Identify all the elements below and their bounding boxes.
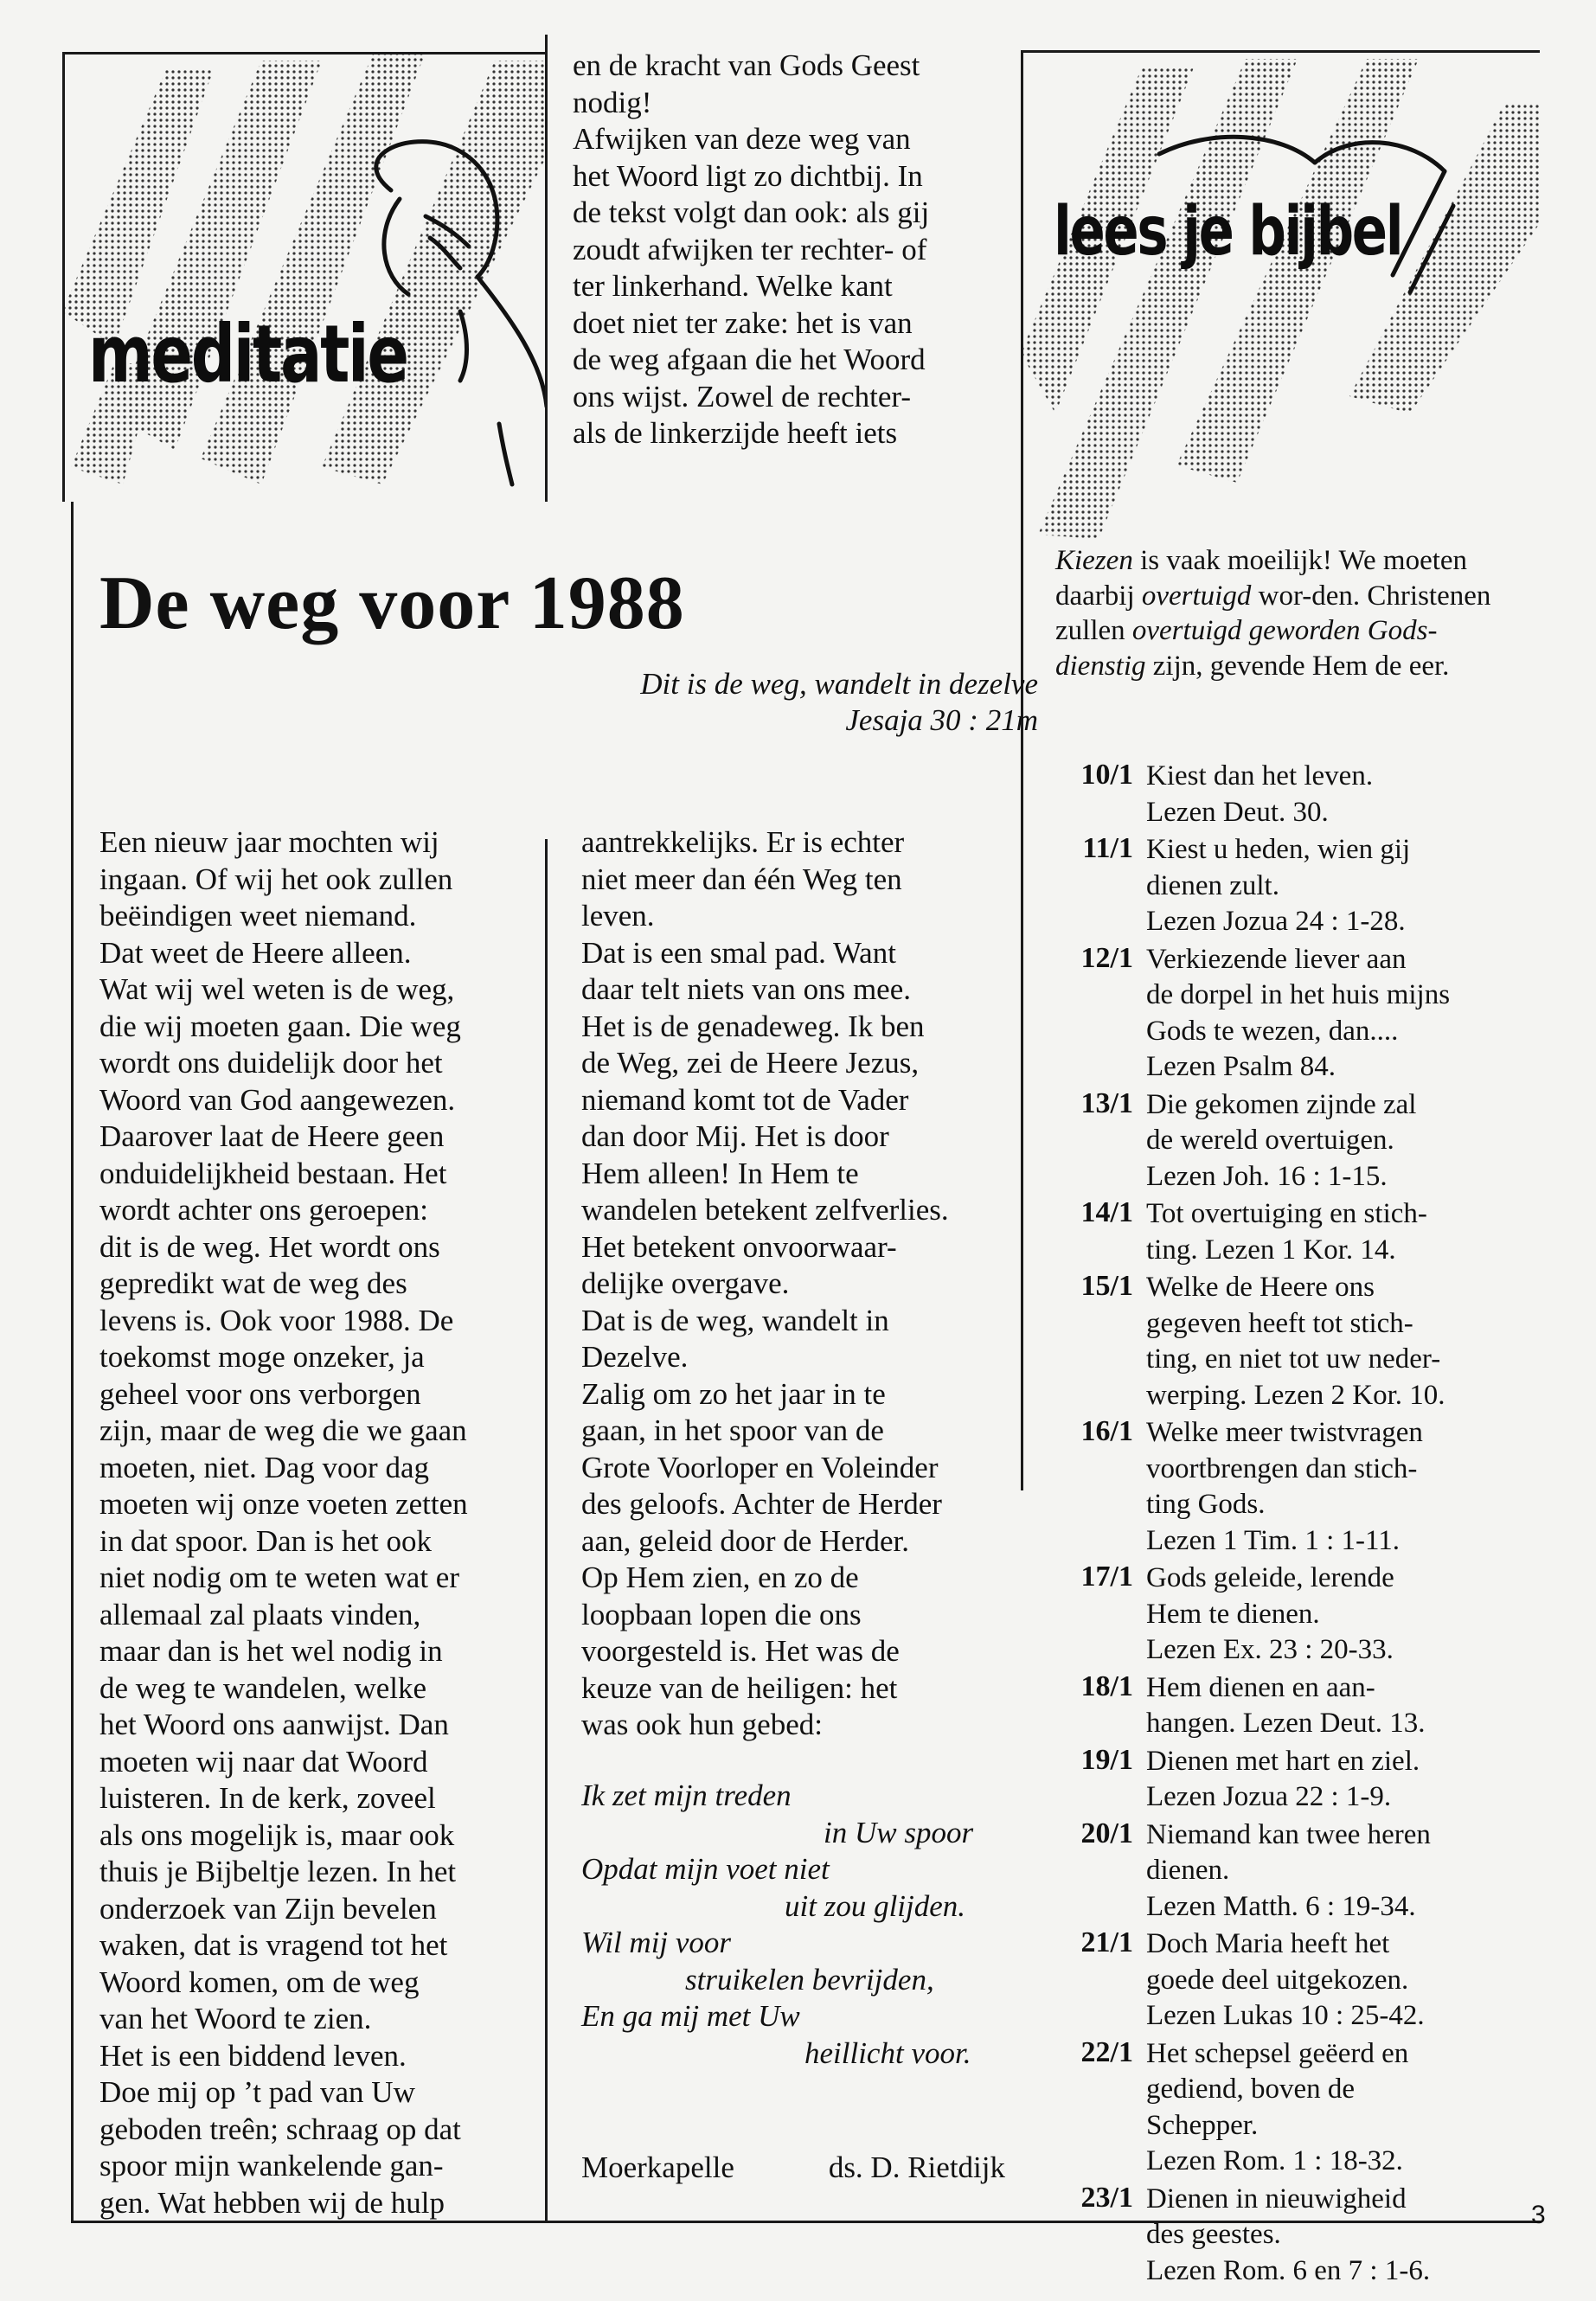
poem-line: in Uw spoor [824,1815,974,1849]
meditatie-box-right-border [545,35,548,502]
article-left-border [71,502,74,2223]
schedule-text: Kiest dan het leven. Lezen Deut. 30. [1146,760,1374,828]
schedule-entry [1047,2036,1514,2180]
schedule-entry [1047,1270,1514,1413]
sidebar-intro-em: overtuigd geworden Gods-dienstig [1055,615,1438,682]
poem-line: Wil mij voor [581,1926,732,1959]
poem-line: Opdat mijn voet niet [581,1852,830,1886]
article-column-1: Een nieuw jaar mochten wij ingaan. Of wij het ook zullen beëindigen weet niemand. Dat weet de Heere alleen. Wat wij wel weten is de weg, die wij moeten gaan. Die weg wordt ons duidelijk door het Woord van God aangewezen. Daarover laat de Heere geen onduidelijkheid bestaan. Het wordt achter ons geroepen: dit is de weg. Het wordt ons gepredikt wat de weg des levens is. Ook voor 1988. De toekomst moge onzeker, ja geheel voor ons verborgen zijn, maar de weg die we gaan moeten, niet. Dag voor dag moeten wij onze voeten zetten in dat spoor. Dan is het ook niet nodig om te weten wat er allemaal zal plaats vinden, maar dan is het wel nodig in de weg te wandelen, welke het Woord ons aanwijst. Dan moeten wij naar dat Woord luisteren. In de kerk, zoveel als ons mogelijk is, maar ook thuis je Bijbeltje lezen. In het onderzoek van Zijn bevelen waken, dat is vragend tot het Woord komen, om de weg van het Woord te zien. Het is een biddend leven. Doe mij op ’t pad van Uw geboden treên; schraag op dat spoor mijn wankelende gan- gen. Wat hebben wij de hulp [99,825,468,2220]
schedule-text: Het schepsel geëerd en gediend, boven de Schepper. Lezen Rom. 1 : 18-32. [1146,2037,1409,2176]
halftone-stripes [1021,59,1540,539]
column-divider [545,839,548,2221]
schedule-date: 10/1 [1080,759,1133,791]
schedule-date: 21/1 [1080,1926,1133,1958]
schedule-entry [1047,942,1514,1086]
schedule-date: 18/1 [1080,1670,1133,1702]
sidebar-intro [1055,543,1497,683]
schedule-entry [1047,2182,1514,2290]
schedule-entry [1047,1087,1514,1195]
meditatie-header [62,52,547,502]
intro-paragraph: en de kracht van Gods Geest nodig! Afwijken van deze weg van het Woord ligt zo dichtbij. In de tekst volgt dan ook: als gij zoudt afwijken ter rechter- of ter linkerhand. Welke kant doet niet ter zake: het is van de weg afgaan die het Woord ons wijst. Zowel de rechter- als de linkerzijde heeft iets [573,48,930,450]
epigraph-reference: Jesaja 30 : 21m [845,703,1038,737]
schedule-text: Welke de Heere ons gegeven heeft tot stich- ting, en niet tot uw neder- werping. Lezen 2 Kor. 10. [1146,1272,1445,1411]
schedule-entry [1047,1926,1514,2035]
schedule-date: 12/1 [1080,941,1133,974]
lees-je-bijbel-header [1021,50,1540,539]
schedule-date: 17/1 [1080,1561,1133,1593]
schedule-date: 15/1 [1080,1270,1133,1302]
schedule-entry [1047,1744,1514,1816]
schedule-date: 20/1 [1080,1817,1133,1849]
lees-box-top-border [1021,50,1540,53]
schedule-date: 19/1 [1080,1743,1133,1776]
page-number: 3 [1531,2201,1546,2229]
schedule-date: 13/1 [1080,1086,1133,1119]
schedule-text: Gods geleide, lerende Hem te dienen. Lezen Ex. 23 : 20-33. [1146,1562,1394,1665]
meditatie-illustration [62,52,547,502]
article-title: De weg voor 1988 [99,561,685,645]
lees-je-bijbel-label: lees je bijbel [1054,193,1402,271]
sidebar-intro-text: zijn, gevende Hem de eer. [1145,650,1450,682]
poem-line: uit zou glijden. [785,1888,966,1923]
sidebar-intro-em: Kiezen [1055,545,1133,576]
schedule-text: Tot overtuiging en stich- ting. Lezen 1 Kor. 14. [1146,1198,1427,1266]
signature-author: ds. D. Rietdijk [828,2150,1005,2184]
schedule-text: Dienen in nieuwigheid des geestes. Lezen Rom. 6 en 7 : 1-6. [1146,2182,1431,2286]
sidebar-intro-text: is vaak moeilijk! We moeten daarbij [1055,545,1468,612]
schedule-date: 22/1 [1080,2035,1133,2068]
signature [581,2150,1005,2186]
schedule-entry [1047,1817,1514,1926]
schedule-text: Doch Maria heeft het goede deel uitgekozen. Lezen Lukas 10 : 25-42. [1146,1928,1425,2031]
article-column-2: aantrekkelijks. Er is echter niet meer dan één Weg ten leven. Dat is een smal pad. Want daar telt niets van ons mee. Het is de genadeweg. Ik ben de Weg, zei de Heere Jezus, niemand komt tot de Vader dan door Mij. Het is door Hem alleen! In Hem te wandelen betekent zelfverlies. Het betekent onvoorwaar- delijke overgave. Dat is de weg, wandelt in Dezelve. Zalig om zo het jaar in te gaan, in het spoor van de Grote Voorloper en Voleinder des geloofs. Achter de Herder aan, geleid door de Herder. Op Hem zien, en zo de loopbaan lopen die ons voorgesteld is. Het was de keuze van de heiligen: het was ook hun gebed: [581,825,949,1741]
signature-place: Moerkapelle [581,2150,734,2184]
schedule-text: Welke meer twistvragen voortbrengen dan stich- ting Gods. Lezen 1 Tim. 1 : 1-11. [1146,1417,1423,1556]
poem-line: Ik zet mijn treden [581,1779,792,1812]
schedule-entry [1047,832,1514,940]
sidebar-intro-em: overtuigd [1141,580,1252,612]
schedule-text: Dienen met hart en ziel. Lezen Jozua 22 : 1-9. [1146,1745,1420,1812]
meditatie-label: meditatie [88,308,407,401]
sidebar-intro-text: wor-den. Christenen zullen [1055,580,1491,646]
schedule-text: Hem dienen en aan- hangen. Lezen Deut. 13. [1146,1671,1426,1739]
schedule-entry [1047,1561,1514,1669]
schedule-entry [1047,759,1514,830]
schedule-text: Verkiezende liever aan de dorpel in het huis mijns Gods te wezen, dan.... Lezen Psalm 84. [1146,943,1451,1082]
schedule-text: Niemand kan twee heren dienen. Lezen Matth. 6 : 19-34. [1146,1818,1431,1922]
schedule-entry [1047,1415,1514,1559]
halftone-stripes [62,52,547,484]
epigraph-quote: Dit is de weg, wandelt in dezelve [640,667,1038,701]
lees-je-bijbel-illustration [1021,50,1540,539]
meditatie-box-left-border [62,52,65,502]
schedule-date: 23/1 [1080,2181,1133,2214]
poem-line: En ga mij met Uw [581,1999,800,2033]
schedule-date: 11/1 [1082,832,1133,864]
meditatie-box-top-border [62,52,547,54]
lees-box-left-border [1021,50,1023,1490]
poem [581,1778,1014,2072]
poem-line: heillicht voor. [804,2035,971,2070]
schedule-text: Die gekomen zijnde zal de wereld overtuigen. Lezen Joh. 16 : 1-15. [1146,1088,1417,1192]
reading-schedule [1047,759,1514,2291]
poem-line: struikelen bevrijden, [685,1962,934,1997]
schedule-text: Kiest u heden, wien gij dienen zult. Lezen Jozua 24 : 1-28. [1146,834,1411,937]
schedule-entry [1047,1196,1514,1268]
schedule-entry [1047,1670,1514,1742]
schedule-date: 16/1 [1080,1415,1133,1447]
schedule-date: 14/1 [1080,1196,1133,1228]
epigraph [640,666,1038,739]
